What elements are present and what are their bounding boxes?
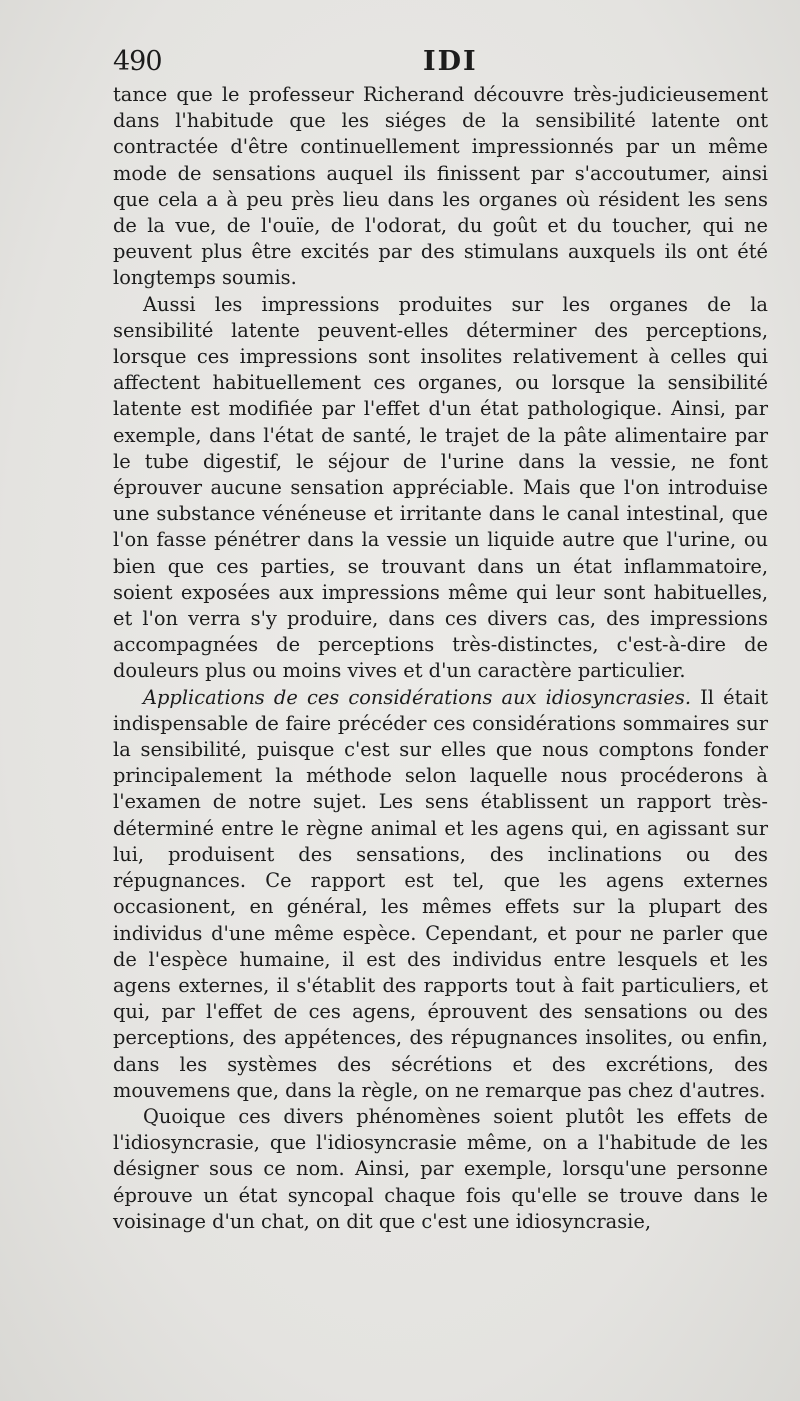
paragraph-sensibilite-latente: Aussi les impressions produites sur les organes de la sensibilité latente peuvent-elles déterminer des perceptions, lorsque ces impressions sont insolites relativement à celles qui affectent habituellement ces organes, ou lorsque la sensibilité latente est modifiée par l'effet d'un état pathologique. Ainsi, par exemple, dans l'état de santé, le trajet de la pâte alimentaire par le tube digestif, le séjour de l'urine dans la vessie, ne font éprouver aucune sensation appréciable. Mais que l'on introduise une substance vénéneuse et irritante dans le canal intestinal, que l'on fasse pénétrer dans la vessie un liquide autre que l'urine, ou bien que ces parties, se trouvant dans un état inflammatoire, soient exposées aux impressions même qui leur sont habituelles, et l'on verra s'y produire, dans ces divers cas, des impressions accompagnées de perceptions très-distinctes, c'est-à-dire de douleurs plus ou moins vives et d'un caractère particulier. [113,292,768,683]
paragraph-quoique: Quoique ces divers phénomènes soient plutôt les effets de l'idiosyncrasie, que l'idiosyncrasie même, on a l'habitude de les désigner sous ce nom. Ainsi, par exemple, lorsqu'une personne éprouve un état syncopal chaque fois qu'elle se trouve dans le voisinage d'un chat, on dit que c'est une idiosyncrasie, [113,1104,768,1233]
paragraph-continuation: tance que le professeur Richerand découvre très-judicieusement dans l'habitude que les siéges de la sensibilité latente ont contractée d'être continuellement impressionnés par un même mode de sensations auquel ils finissent par s'accoutumer, ainsi que cela a à peu près lieu dans les organes où résident les sens de la vue, de l'ouïe, de l'odorat, du goût et du toucher, qui ne peuvent plus être excités par des stimulans auxquels ils ont été longtemps soumis. [113,83,768,290]
paragraph-applications [113,685,768,1104]
page-header [113,44,768,84]
body-text [113,82,768,1235]
page-number: 490 [113,46,162,77]
running-head: IDI [423,46,478,77]
section-heading-applications: Applications de ces considérations aux idiosyncrasies. [143,685,691,709]
paragraph-applications-text: Il était indispensable de faire précéder ces considérations sommaires sur la sensibilité, puisque c'est sur elles que nous comptons fonder principalement la méthode selon laquelle nous procéderons à l'examen de notre sujet. Les sens établissent un rapport très-déterminé entre le règne animal et les agens qui, en agissant sur lui, produisent des sensations, des inclinations ou des répugnances. Ce rapport est tel, que les agens externes occasionent, en général, les mêmes effets sur la plupart des individus d'une même espèce. Cependant, et pour ne parler que de l'espèce humaine, il est des individus entre lesquels et les agens externes, il s'établit des rapports tout à fait particuliers, et qui, par l'effet de ces agens, éprouvent des sensations ou des perceptions, des appétences, des répugnances insolites, ou enfin, dans les systèmes des sécrétions et des excrétions, des mouvemens que, dans la règle, on ne remarque pas chez d'autres. [113,685,768,1102]
